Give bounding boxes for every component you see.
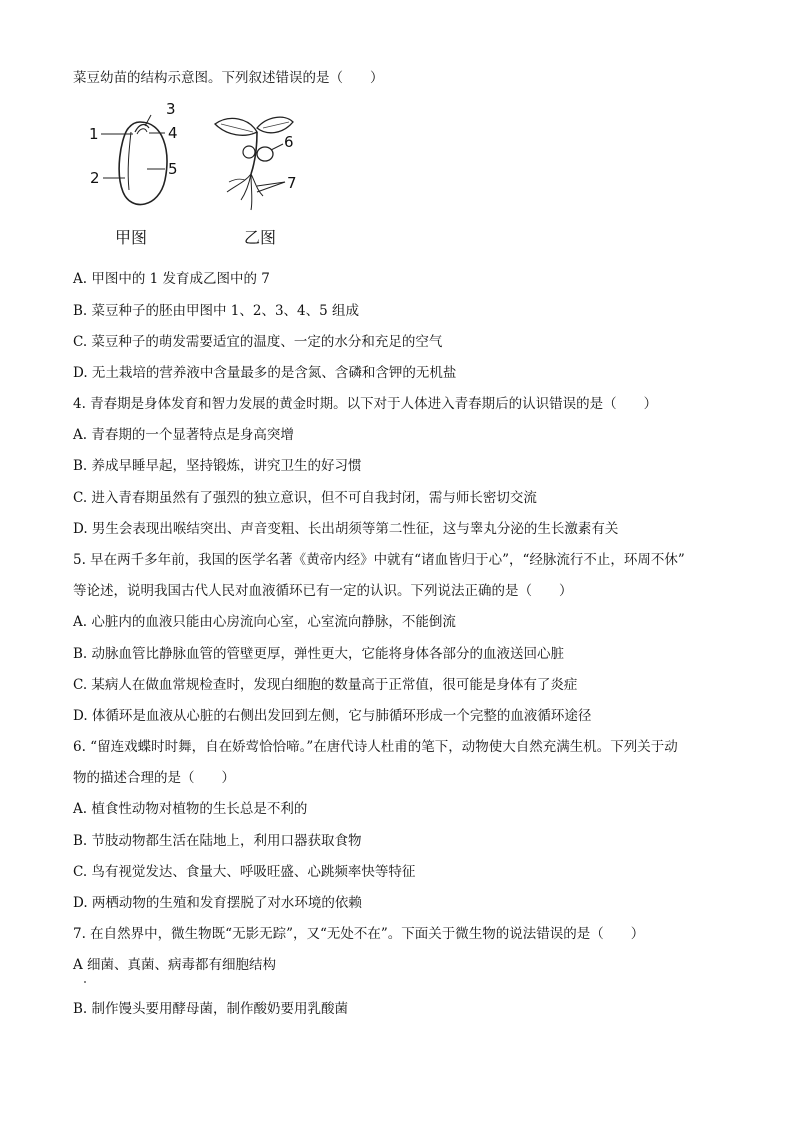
q3-option-d: D. 无土栽培的营养液中含量最多的是含氮、含磷和含钾的无机盐 [73, 365, 457, 381]
caption-jia: 甲图 [115, 228, 148, 247]
q6-option-d: D. 两栖动物的生殖和发育摆脱了对水环境的依赖 [73, 895, 362, 911]
q4-option-a: A. 青春期的一个显著特点是身高突增 [73, 427, 294, 443]
q5-stem-line-2: 等论述，说明我国古代人民对血液循环已有一定的认识。下列说法正确的是（ ） [73, 583, 573, 599]
q3-option-b: B. 菜豆种子的胚由甲图中 1、2、3、4、5 组成 [73, 303, 360, 319]
q5-option-a: A. 心脏内的血液只能由心房流向心室，心室流向静脉，不能倒流 [73, 614, 456, 630]
q6-option-b: B. 节肢动物都生活在陆地上，利用口器获取食物 [73, 833, 362, 849]
q5-stem-line-1: 5. 早在两千多年前，我国的医学名著《黄帝内经》中就有“诸血皆归于心”，“经脉流行不止，环周不休” [73, 552, 685, 568]
q3-option-a: A. 甲图中的 1 发育成乙图中的 7 [73, 271, 270, 287]
bean-seedling-drawing [205, 110, 315, 220]
stray-dot-mark [84, 981, 86, 983]
q3-option-c: C. 菜豆种子的萌发需要适宜的温度、一定的水分和充足的空气 [73, 334, 443, 350]
q5-option-d: D. 体循环是血液从心脏的右侧出发回到左侧，它与肺循环形成一个完整的血液循环途径 [73, 708, 592, 724]
question-3-intro: 菜豆幼苗的结构示意图。下列叙述错误的是（ ） [73, 70, 384, 86]
q4-stem: 4. 青春期是身体发育和智力发展的黄金时期。以下对于人体进入青春期后的认识错误的是（ ） [73, 396, 658, 412]
q7-stem: 7. 在自然界中，微生物既“无影无踪”，又“无处不在”。下面关于微生物的说法错误的是（ ） [73, 926, 645, 942]
seedling-diagram-yi [205, 110, 315, 220]
q7-option-a: A 细菌、真菌、病毒都有细胞结构 [73, 957, 277, 973]
label-7: 7 [287, 174, 297, 192]
q6-option-a: A. 植食性动物对植物的生长总是不利的 [73, 801, 308, 817]
label-4: 4 [168, 124, 178, 142]
q5-option-b: B. 动脉血管比静脉血管的管壁更厚，弹性更大，它能将身体各部分的血液送回心脏 [73, 646, 565, 662]
q6-stem-line-1: 6. “留连戏蝶时时舞，自在娇莺恰恰啼。”在唐代诗人杜甫的笔下，动物使大自然充满生机。下列关于动 [73, 739, 678, 755]
caption-yi: 乙图 [244, 228, 277, 247]
label-3: 3 [166, 100, 176, 118]
q4-option-b: B. 养成早睡早起，坚持锻炼，讲究卫生的好习惯 [73, 458, 362, 474]
q5-option-c: C. 某病人在做血常规检查时，发现白细胞的数量高于正常值，很可能是身体有了炎症 [73, 677, 578, 693]
q6-stem-line-2: 物的描述合理的是（ ） [73, 770, 235, 786]
label-1: 1 [89, 125, 99, 143]
label-6: 6 [284, 133, 294, 151]
q4-option-d: D. 男生会表现出喉结突出、声音变粗、长出胡须等第二性征，这与睾丸分泌的生长激素有关 [73, 521, 619, 537]
q6-option-c: C. 鸟有视觉发达、食量大、呼吸旺盛、心跳频率快等特征 [73, 864, 416, 880]
q4-option-c: C. 进入青春期虽然有了强烈的独立意识，但不可自我封闭，需与师长密切交流 [73, 490, 537, 506]
bean-seed-drawing [85, 100, 195, 215]
label-2: 2 [90, 169, 100, 187]
seed-diagram-jia [85, 100, 195, 215]
label-5: 5 [168, 160, 178, 178]
q7-option-b: B. 制作馒头要用酵母菌，制作酸奶要用乳酸菌 [73, 1001, 349, 1017]
